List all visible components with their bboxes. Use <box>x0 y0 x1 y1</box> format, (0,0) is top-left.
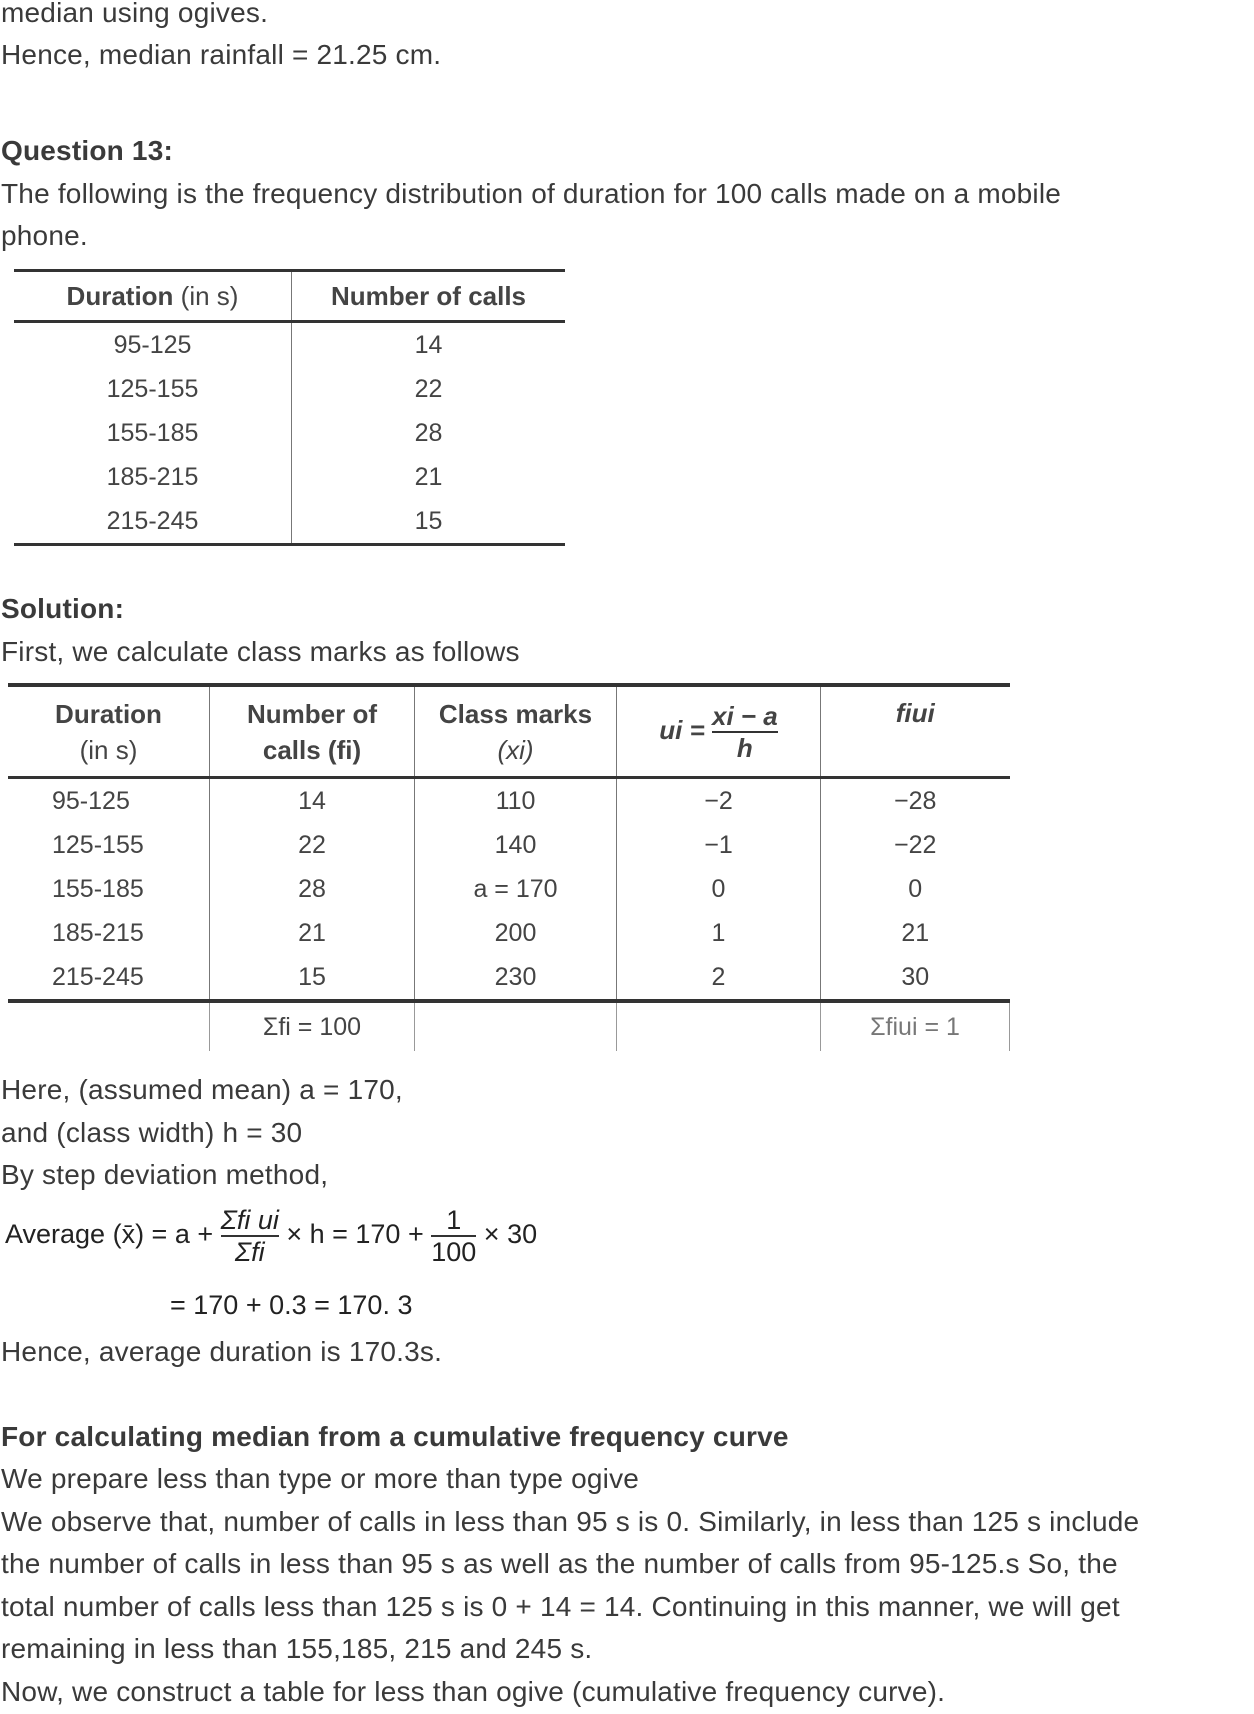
cell: 14 <box>414 330 443 359</box>
text-line: By step deviation method, <box>1 1159 329 1190</box>
cell: 0 <box>908 874 923 903</box>
text-line: the number of calls in less than 95 s as well as the number of calls from 95-125.s So, the <box>1 1548 1118 1579</box>
average-result: = 170 + 0.3 = 170. 3 <box>170 1290 413 1320</box>
header-duration: Duration (in s) <box>14 271 292 322</box>
header-ui: ui = $\frac{xi - a}{h}$ <box>617 685 821 778</box>
cell: 155-185 <box>14 411 292 455</box>
cell: 28 <box>414 418 443 447</box>
header-fiui: fiui <box>821 685 1010 778</box>
text-line: Here, (assumed mean) a = 170, <box>1 1074 403 1105</box>
cell: 28 <box>210 867 415 911</box>
cell: 110 <box>415 778 617 824</box>
cell: −22 <box>894 830 937 859</box>
median-heading: For calculating median from a cumulative frequency curve <box>1 1421 789 1452</box>
table-row <box>14 367 565 411</box>
cell: 21 <box>901 918 930 947</box>
text-line: We prepare less than type or more than type ogive <box>1 1463 640 1494</box>
cell: 95-125 <box>8 778 210 824</box>
table-row <box>14 322 565 368</box>
cell: a = 170 <box>415 867 617 911</box>
cell: 230 <box>415 955 617 1001</box>
cell: −1 <box>617 823 821 867</box>
cell: 21 <box>210 911 415 955</box>
cell: 140 <box>415 823 617 867</box>
cell: 15 <box>210 955 415 1001</box>
table-row <box>8 778 1010 824</box>
header-duration: Duration (in s) <box>8 685 210 778</box>
text-line: Hence, median rainfall = 21.25 cm. <box>1 39 442 70</box>
cell: 30 <box>821 955 1010 1001</box>
cell: 215-245 <box>8 955 210 1001</box>
text-line: Now, we construct a table for less than ogive (cumulative frequency curve). <box>1 1676 946 1707</box>
cell: 0 <box>617 867 821 911</box>
cell: 21 <box>414 462 443 491</box>
conclusion: Hence, average duration is 170.3s. <box>1 1336 443 1367</box>
text-line: total number of calls less than 125 s is 0 + 14 = 14. Continuing in this manner, we will get <box>1 1591 1120 1622</box>
cell: 185-215 <box>14 455 292 499</box>
sum-fu: Σfiui = 1 <box>821 1001 1010 1051</box>
solution-heading: Solution: <box>1 593 125 624</box>
average-formula: Average (x̄) = a + $\frac{\text{Σfi ui}}{\text{Σfi}}$ × h = 170 + $\frac{1}{100}$ × 30 <box>5 1205 538 1267</box>
solution-intro: First, we calculate class marks as follows <box>1 636 520 667</box>
cell: 15 <box>414 506 443 535</box>
cell: 185-215 <box>8 911 210 955</box>
sum-row <box>8 1001 1010 1051</box>
cell: 155-185 <box>8 867 210 911</box>
class-marks-table <box>8 683 1010 1051</box>
cell: 14 <box>210 778 415 824</box>
cell: 22 <box>414 374 443 403</box>
header-calls: Number of calls (fi) <box>210 685 415 778</box>
table-row <box>14 455 565 499</box>
cell: 95-125 <box>14 322 292 368</box>
header-number-of-calls: Number of calls <box>292 271 566 322</box>
cell: 125-155 <box>8 823 210 867</box>
cell: 215-245 <box>14 499 292 545</box>
cell: 125-155 <box>14 367 292 411</box>
frequency-table <box>14 269 565 546</box>
cell: 200 <box>415 911 617 955</box>
table-row <box>14 499 565 545</box>
cell: 1 <box>617 911 821 955</box>
header-class-marks: Class marks (xi) <box>415 685 617 778</box>
sum-f: Σfi = 100 <box>210 1001 415 1051</box>
cell <box>617 1001 821 1051</box>
question-heading: Question 13: <box>1 135 173 166</box>
cell: −28 <box>894 786 937 815</box>
text-line: median using ogives. <box>1 0 269 28</box>
question-text: The following is the frequency distribution of duration for 100 calls made on a mobile <box>1 178 1062 209</box>
cell <box>8 1001 210 1051</box>
text-line: remaining in less than 155,185, 215 and 245 s. <box>1 1633 593 1664</box>
cell: 22 <box>210 823 415 867</box>
cell <box>415 1001 617 1051</box>
cell: −2 <box>617 778 821 824</box>
table-row <box>8 823 1010 867</box>
question-text: phone. <box>1 220 88 251</box>
text-line: We observe that, number of calls in less than 95 s is 0. Similarly, in less than 125 s include <box>1 1506 1140 1537</box>
table-row <box>14 411 565 455</box>
table-row <box>8 867 1010 911</box>
table-row <box>8 955 1010 1001</box>
table-row <box>8 911 1010 955</box>
text-line: and (class width) h = 30 <box>1 1117 303 1148</box>
cell: 2 <box>617 955 821 1001</box>
